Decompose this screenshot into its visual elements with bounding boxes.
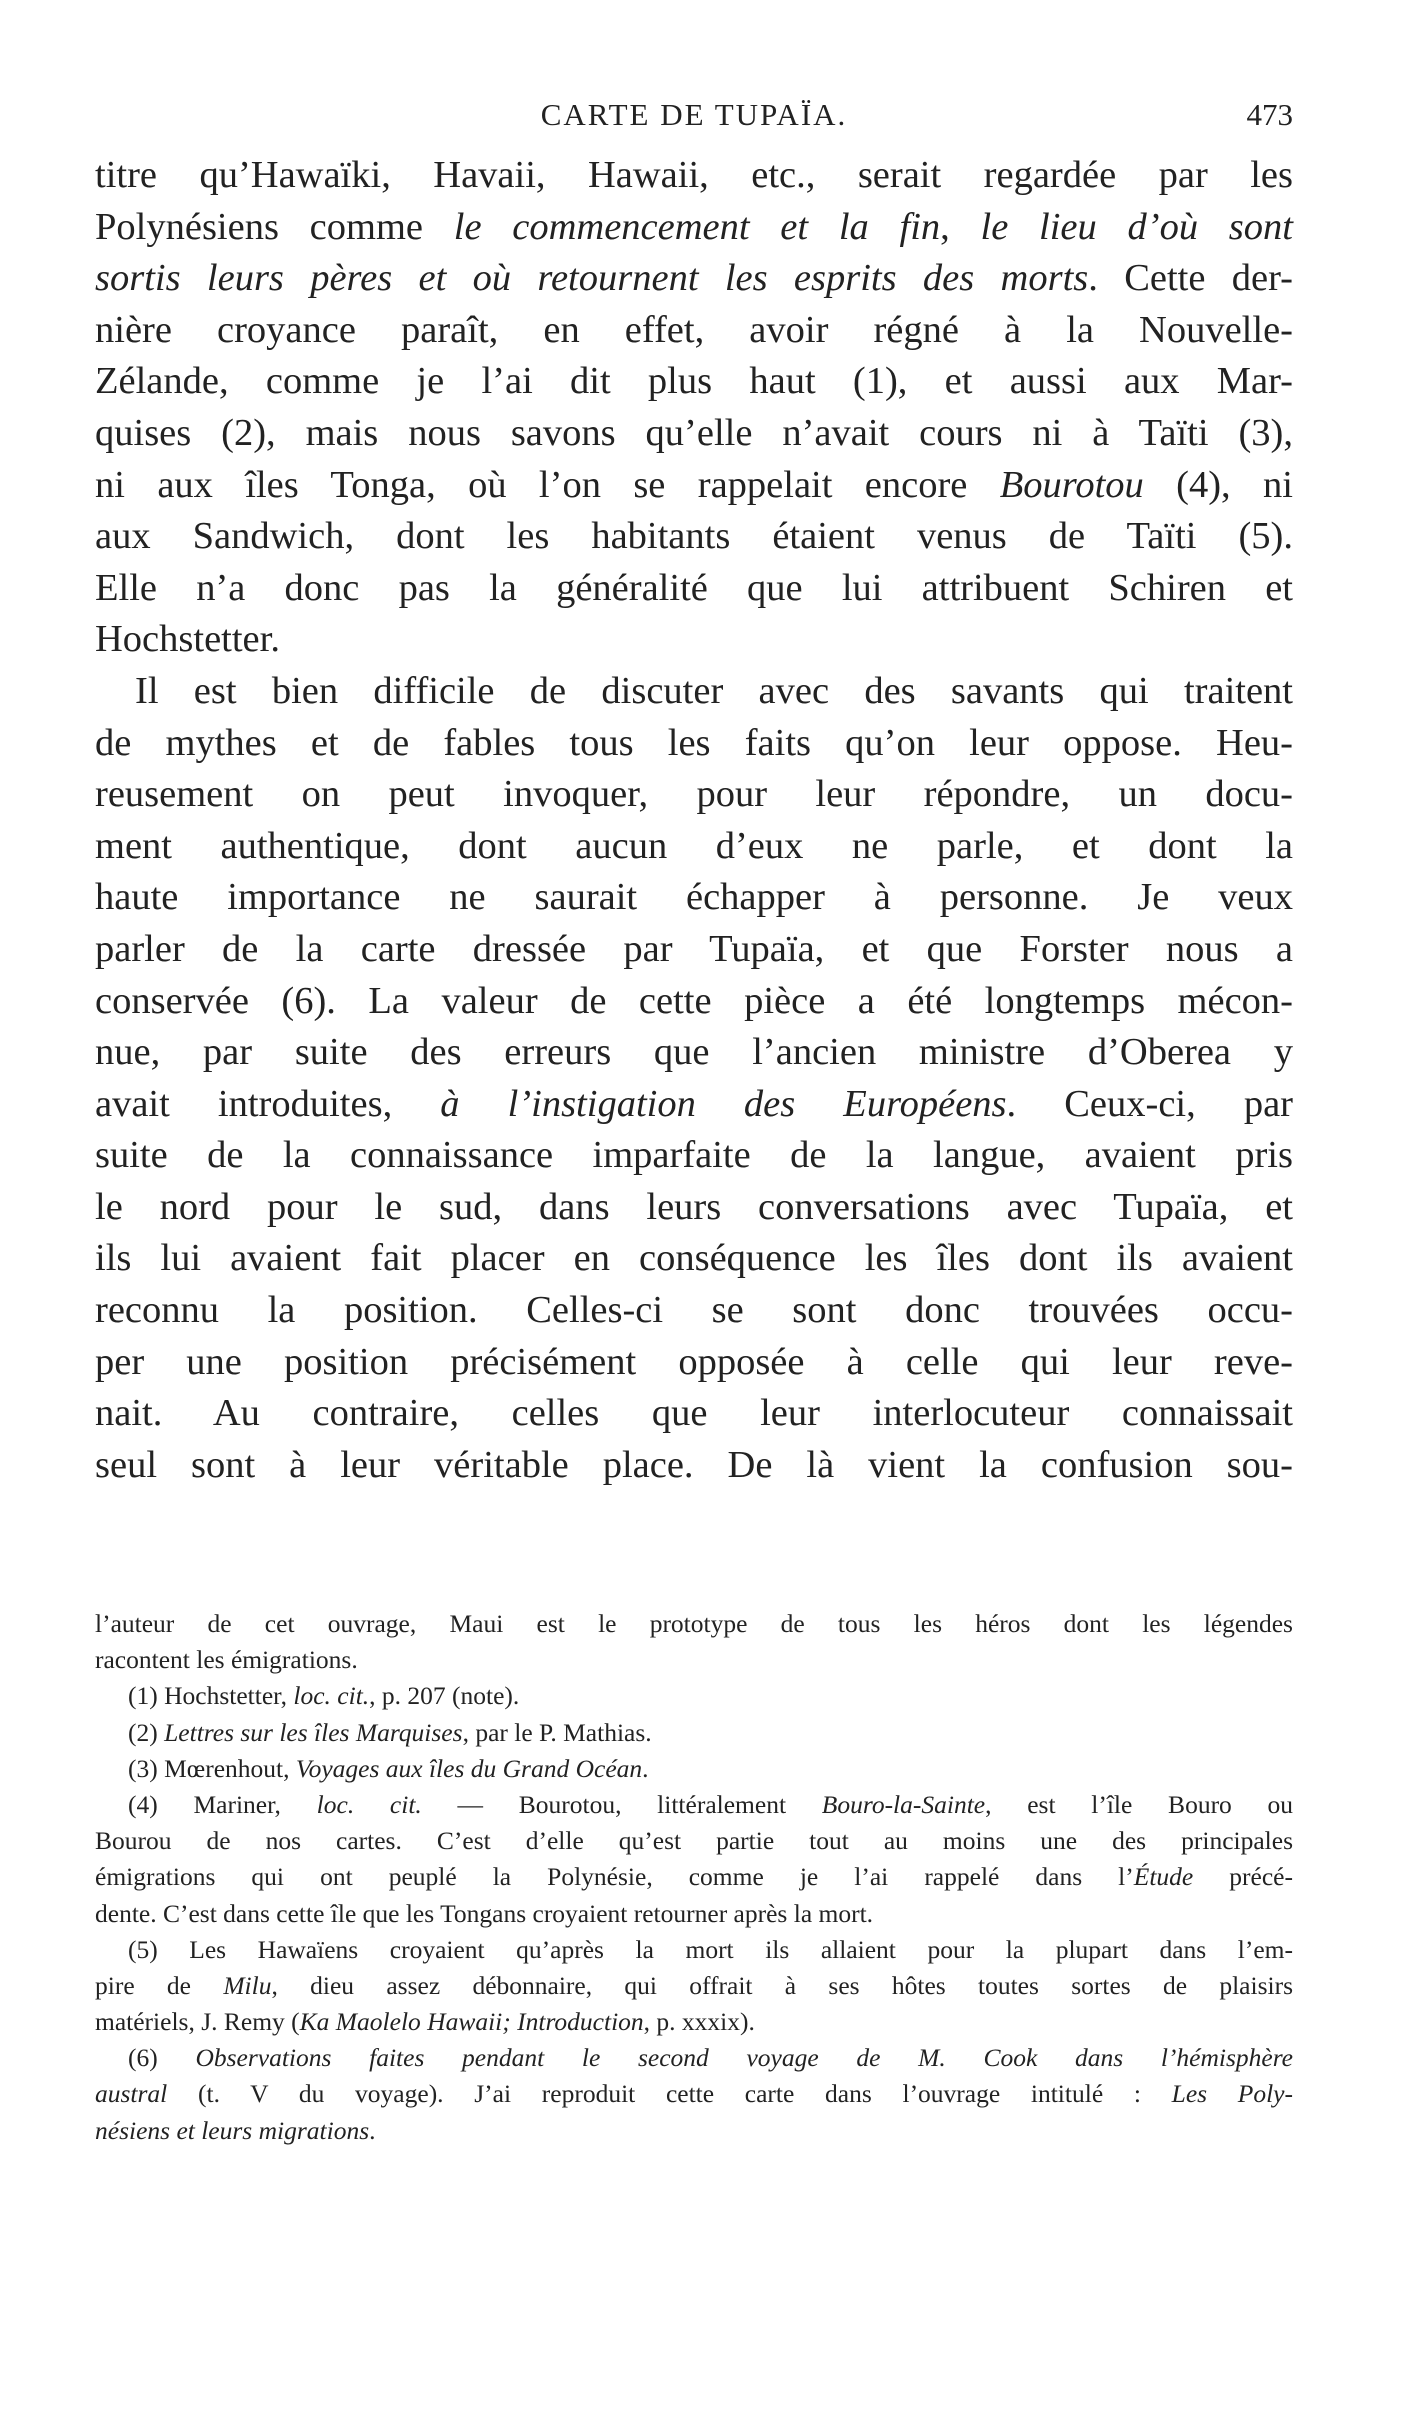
text-run: (3) Mœrenhout,: [128, 1753, 296, 1783]
running-title: CARTE DE TUPAÏA.: [540, 97, 848, 132]
text-run: Zélande, comme je l’ai dit plus haut (1), et aussi aux Mar-: [95, 360, 1293, 403]
text-run: reusement on peut invoquer, pour leur répondre, un docu-: [95, 773, 1293, 816]
text-run: Il est bien difficile de discuter avec des savants qui traitent: [135, 669, 1293, 712]
italic-text: Les Poly-: [1171, 2079, 1293, 2109]
italic-text: le lieu d’où sont: [980, 205, 1293, 248]
text-run: Polynésiens comme: [95, 205, 454, 248]
italic-text: Ka Maolelo Hawaii; Introduction: [299, 2007, 644, 2037]
body-line: [95, 1337, 1293, 1389]
footnote-line: [95, 2076, 1293, 2112]
text-run: (4), ni: [1143, 463, 1293, 506]
footnote-line: [95, 1896, 1293, 1932]
text-run: précé-: [1193, 1862, 1293, 1892]
text-run: pire de: [95, 1970, 224, 2000]
italic-text: loc. cit.: [316, 1789, 422, 1819]
text-run: nait. Au contraire, celles que leur interlocuteur connaissait: [95, 1392, 1293, 1435]
text-run: de mythes et de fables tous les faits qu’on leur oppose. Heu-: [95, 721, 1293, 764]
text-run: Elle n’a donc pas la généralité que lui attribuent Schiren et: [95, 566, 1293, 609]
body-line: [95, 976, 1293, 1028]
body-line: [95, 924, 1293, 976]
text-run: , par le P. Mathias.: [462, 1717, 652, 1747]
body-line: [95, 202, 1293, 254]
body-line: [95, 1130, 1293, 1182]
body-line: [95, 460, 1293, 512]
text-run: (2): [128, 1717, 165, 1747]
text-run: dente. C’est dans cette île que les Tongans croyaient retourner après la mort.: [95, 1898, 874, 1928]
footnote-line: [95, 1968, 1293, 2004]
text-run: nière croyance paraît, en effet, avoir régné à la Nouvelle-: [95, 308, 1293, 351]
text-run: (6): [128, 2043, 196, 2073]
body-text: [95, 150, 1293, 1491]
page-number: 473: [1246, 97, 1293, 132]
italic-text: Bouro-la-Sainte: [821, 1789, 986, 1819]
text-run: .: [369, 2115, 376, 2145]
text-run: .: [642, 1753, 649, 1783]
text-run: — Bourotou, littéralement: [421, 1789, 822, 1819]
page-header: [95, 97, 1293, 137]
italic-text: à l’instigation des Européens: [440, 1082, 1007, 1125]
text-run: matériels, J. Remy (: [95, 2007, 300, 2037]
body-line: [95, 563, 1293, 615]
footnote-line: [95, 1787, 1293, 1823]
text-run: racontent les émigrations.: [95, 1645, 358, 1675]
text-run: seul sont à leur véritable place. De là vient la confusion sou-: [95, 1443, 1293, 1486]
text-run: (4) Mariner,: [128, 1789, 317, 1819]
text-run: suite de la connaissance imparfaite de la langue, avaient pris: [95, 1134, 1293, 1177]
body-line: [95, 356, 1293, 408]
body-line: [95, 253, 1293, 305]
text-run: (1) Hochstetter,: [128, 1681, 294, 1711]
body-line: [95, 1027, 1293, 1079]
text-run: ment authentique, dont aucun d’eux ne parle, et dont la: [95, 824, 1293, 867]
footnotes: [95, 1606, 1293, 2149]
footnote-line: [95, 1751, 1293, 1787]
text-run: Bourou de nos cartes. C’est d’elle qu’est partie tout au moins une des principales: [95, 1826, 1293, 1856]
text-run: ils lui avaient fait placer en conséquence les îles dont ils avaient: [95, 1237, 1293, 1280]
italic-text: nésiens et leurs migrations: [95, 2115, 370, 2145]
body-line: [95, 666, 1293, 718]
body-line: [95, 511, 1293, 563]
italic-text: Bourotou: [999, 463, 1144, 506]
text-run: aux Sandwich, dont les habitants étaient venus de Taïti (5).: [95, 515, 1293, 558]
body-line: [95, 769, 1293, 821]
body-line: [95, 614, 1293, 666]
body-line: [95, 408, 1293, 460]
text-run: ni aux îles Tonga, où l’on se rappelait encore: [95, 463, 1000, 506]
italic-text: loc. cit.: [293, 1681, 370, 1711]
text-run: . Cette der-: [1088, 257, 1293, 300]
text-run: reconnu la position. Celles-ci se sont donc trouvées occu-: [95, 1289, 1293, 1332]
body-line: [95, 1079, 1293, 1131]
footnote-line: [95, 1932, 1293, 1968]
footnote-line: [95, 1823, 1293, 1859]
italic-text: Voyages aux îles du Grand Océan: [295, 1753, 643, 1783]
italic-text: Lettres sur les îles Marquises: [164, 1717, 463, 1747]
footnote-line: [95, 2113, 1293, 2149]
italic-text: Observations faites pendant le second voyage de M. Cook dans l’hémisphère: [195, 2043, 1294, 2073]
italic-text: Étude: [1133, 1862, 1194, 1892]
text-run: , dieu assez débonnaire, qui offrait à ses hôtes toutes sortes de plaisirs: [271, 1970, 1294, 2000]
text-run: avait introduites,: [95, 1082, 441, 1125]
italic-text: sortis leurs pères et où retournent les esprits des morts: [95, 257, 1089, 300]
body-line: [95, 1182, 1293, 1234]
body-line: [95, 872, 1293, 924]
italic-text: le commencement et la fin: [453, 205, 941, 248]
footnote-line: [95, 2040, 1293, 2076]
body-line: [95, 1233, 1293, 1285]
text-run: Hochstetter.: [95, 618, 280, 661]
footnote-line: [95, 1678, 1293, 1714]
body-line: [95, 1440, 1293, 1492]
text-run: quises (2), mais nous savons qu’elle n’avait cours ni à Taïti (3),: [95, 411, 1293, 454]
footnote-line: [95, 1715, 1293, 1751]
body-line: [95, 150, 1293, 202]
footnote-line: [95, 1606, 1293, 1642]
text-run: ,: [940, 205, 981, 248]
body-line: [95, 718, 1293, 770]
footnote-line: [95, 1642, 1293, 1678]
body-line: [95, 1388, 1293, 1440]
italic-text: Milu: [223, 1970, 272, 2000]
footnote-line: [95, 1859, 1293, 1895]
text-run: per une position précisément opposée à celle qui leur reve-: [95, 1340, 1293, 1383]
italic-text: austral: [95, 2079, 168, 2109]
text-run: parler de la carte dressée par Tupaïa, et que Forster nous a: [95, 927, 1293, 970]
body-line: [95, 821, 1293, 873]
text-run: , p. xxxix).: [643, 2007, 755, 2037]
text-run: l’auteur de cet ouvrage, Maui est le prototype de tous les héros dont les légendes: [95, 1609, 1293, 1638]
text-run: (t. V du voyage). J’ai reproduit cette carte dans l’ouvrage intitulé :: [167, 2079, 1172, 2109]
text-run: conservée (6). La valeur de cette pièce a été longtemps mécon-: [95, 979, 1293, 1022]
body-line: [95, 305, 1293, 357]
text-run: , p. 207 (note).: [369, 1681, 520, 1711]
text-run: . Ceux-ci, par: [1006, 1082, 1293, 1125]
footnote-line: [95, 2004, 1293, 2040]
text-run: émigrations qui ont peuplé la Polynésie, comme je l’ai rappelé dans l’: [95, 1862, 1134, 1892]
body-line: [95, 1285, 1293, 1337]
text-run: le nord pour le sud, dans leurs conversations avec Tupaïa, et: [95, 1185, 1293, 1228]
text-run: nue, par suite des erreurs que l’ancien ministre d’Oberea y: [95, 1031, 1293, 1074]
text-run: haute importance ne saurait échapper à personne. Je veux: [95, 876, 1293, 919]
text-run: titre qu’Hawaïki, Havaii, Hawaii, etc., serait regardée par les: [95, 154, 1293, 196]
text-run: , est l’île Bouro ou: [985, 1789, 1294, 1819]
text-run: (5) Les Hawaïens croyaient qu’après la mort ils allaient pour la plupart dans l’em-: [128, 1934, 1293, 1964]
